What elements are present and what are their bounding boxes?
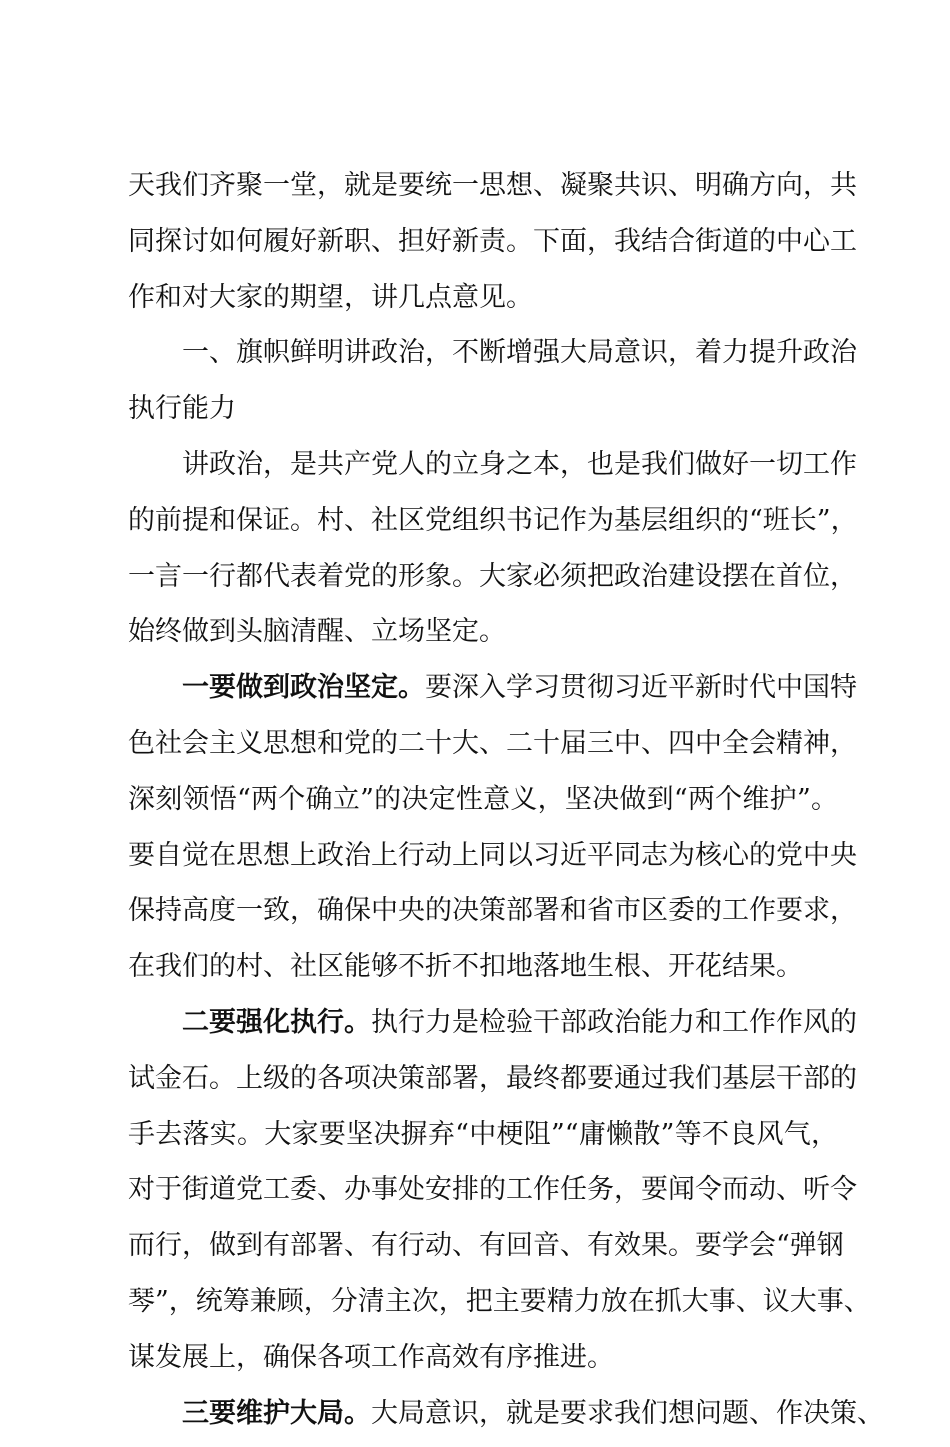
- line-text: 同探讨如何履好新职、担好新责。下面，我结合街道的中心工: [128, 225, 857, 257]
- line-text: 一、旗帜鲜明讲政治，不断增强大局意识，着力提升政治: [182, 337, 857, 369]
- paragraph-line: [128, 164, 857, 220]
- line-text: 始终做到头脑清醒、立场坚定。: [128, 616, 506, 648]
- paragraph-line: [128, 1057, 857, 1113]
- bold-lead-phrase: 三要维护大局。: [182, 1397, 371, 1429]
- bold-lead-phrase: 二要强化执行。: [182, 1006, 371, 1038]
- paragraph-line: [128, 1280, 871, 1336]
- paragraph-line: [128, 610, 838, 666]
- paragraph-line: [128, 499, 858, 555]
- paragraph-line: [128, 1392, 884, 1447]
- paragraph-line: [128, 1168, 857, 1224]
- paragraph-line: [128, 1001, 857, 1057]
- line-text: 执行能力: [128, 393, 236, 425]
- paragraph-line: [128, 387, 838, 443]
- line-text: 保持高度一致，确保中央的决策部署和省市区委的工作要求，: [128, 895, 857, 927]
- paragraph-line: [128, 276, 838, 332]
- line-text: 琴”，统筹兼顾，分清主次，把主要精力放在抓大事、议大事、: [128, 1285, 871, 1317]
- line-text: 而行，做到有部署、有行动、有回音、有效果。要学会“弹钢: [128, 1230, 844, 1262]
- line-text: 深刻领悟“两个确立”的决定性意义，坚决做到“两个维护”。: [128, 783, 838, 815]
- paragraph-line: [128, 889, 857, 945]
- paragraph-line: [128, 1336, 838, 1392]
- line-text: 对于街道党工委、办事处安排的工作任务，要闻令而动、听令: [128, 1174, 857, 1206]
- paragraph-line: [128, 331, 857, 387]
- paragraph-line: [128, 1224, 844, 1280]
- paragraph-line: [128, 1113, 838, 1169]
- line-text: 大局意识，就是要求我们想问题、作决策、: [371, 1397, 884, 1429]
- line-text: 要深入学习贯彻习近平新时代中国特: [425, 672, 857, 704]
- paragraph-line: [128, 220, 857, 276]
- line-text: 执行力是检验干部政治能力和工作作风的: [371, 1006, 857, 1038]
- line-text: 一言一行都代表着党的形象。大家必须把政治建设摆在首位，: [128, 560, 857, 592]
- line-text: 的前提和保证。村、社区党组织书记作为基层组织的“班长”，: [128, 504, 858, 536]
- line-text: 作和对大家的期望，讲几点意见。: [128, 281, 533, 313]
- line-text: 天我们齐聚一堂，就是要统一思想、凝聚共识、明确方向，共: [128, 170, 857, 201]
- line-text: 在我们的村、社区能够不折不扣地落地生根、开花结果。: [128, 951, 803, 983]
- paragraph-line: [128, 834, 857, 890]
- line-text: 试金石。上级的各项决策部署，最终都要通过我们基层干部的: [128, 1062, 857, 1094]
- paragraph-line: [128, 778, 838, 834]
- bold-lead-phrase: 一要做到政治坚定。: [182, 672, 425, 704]
- line-text: 手去落实。大家要坚决摒弃“中梗阻”“庸懒散”等不良风气，: [128, 1118, 838, 1150]
- paragraph-line: [128, 722, 857, 778]
- line-text: 色社会主义思想和党的二十大、二十届三中、四中全会精神，: [128, 727, 857, 759]
- line-text: 谋发展上，确保各项工作高效有序推进。: [128, 1341, 614, 1373]
- paragraph-line: [128, 443, 857, 499]
- paragraph-line: [128, 666, 857, 722]
- document-body: [128, 164, 884, 1447]
- line-text: 要自觉在思想上政治上行动上同以习近平同志为核心的党中央: [128, 839, 857, 871]
- line-text: 讲政治，是共产党人的立身之本，也是我们做好一切工作: [182, 448, 857, 480]
- paragraph-line: [128, 945, 838, 1001]
- paragraph-line: [128, 555, 857, 611]
